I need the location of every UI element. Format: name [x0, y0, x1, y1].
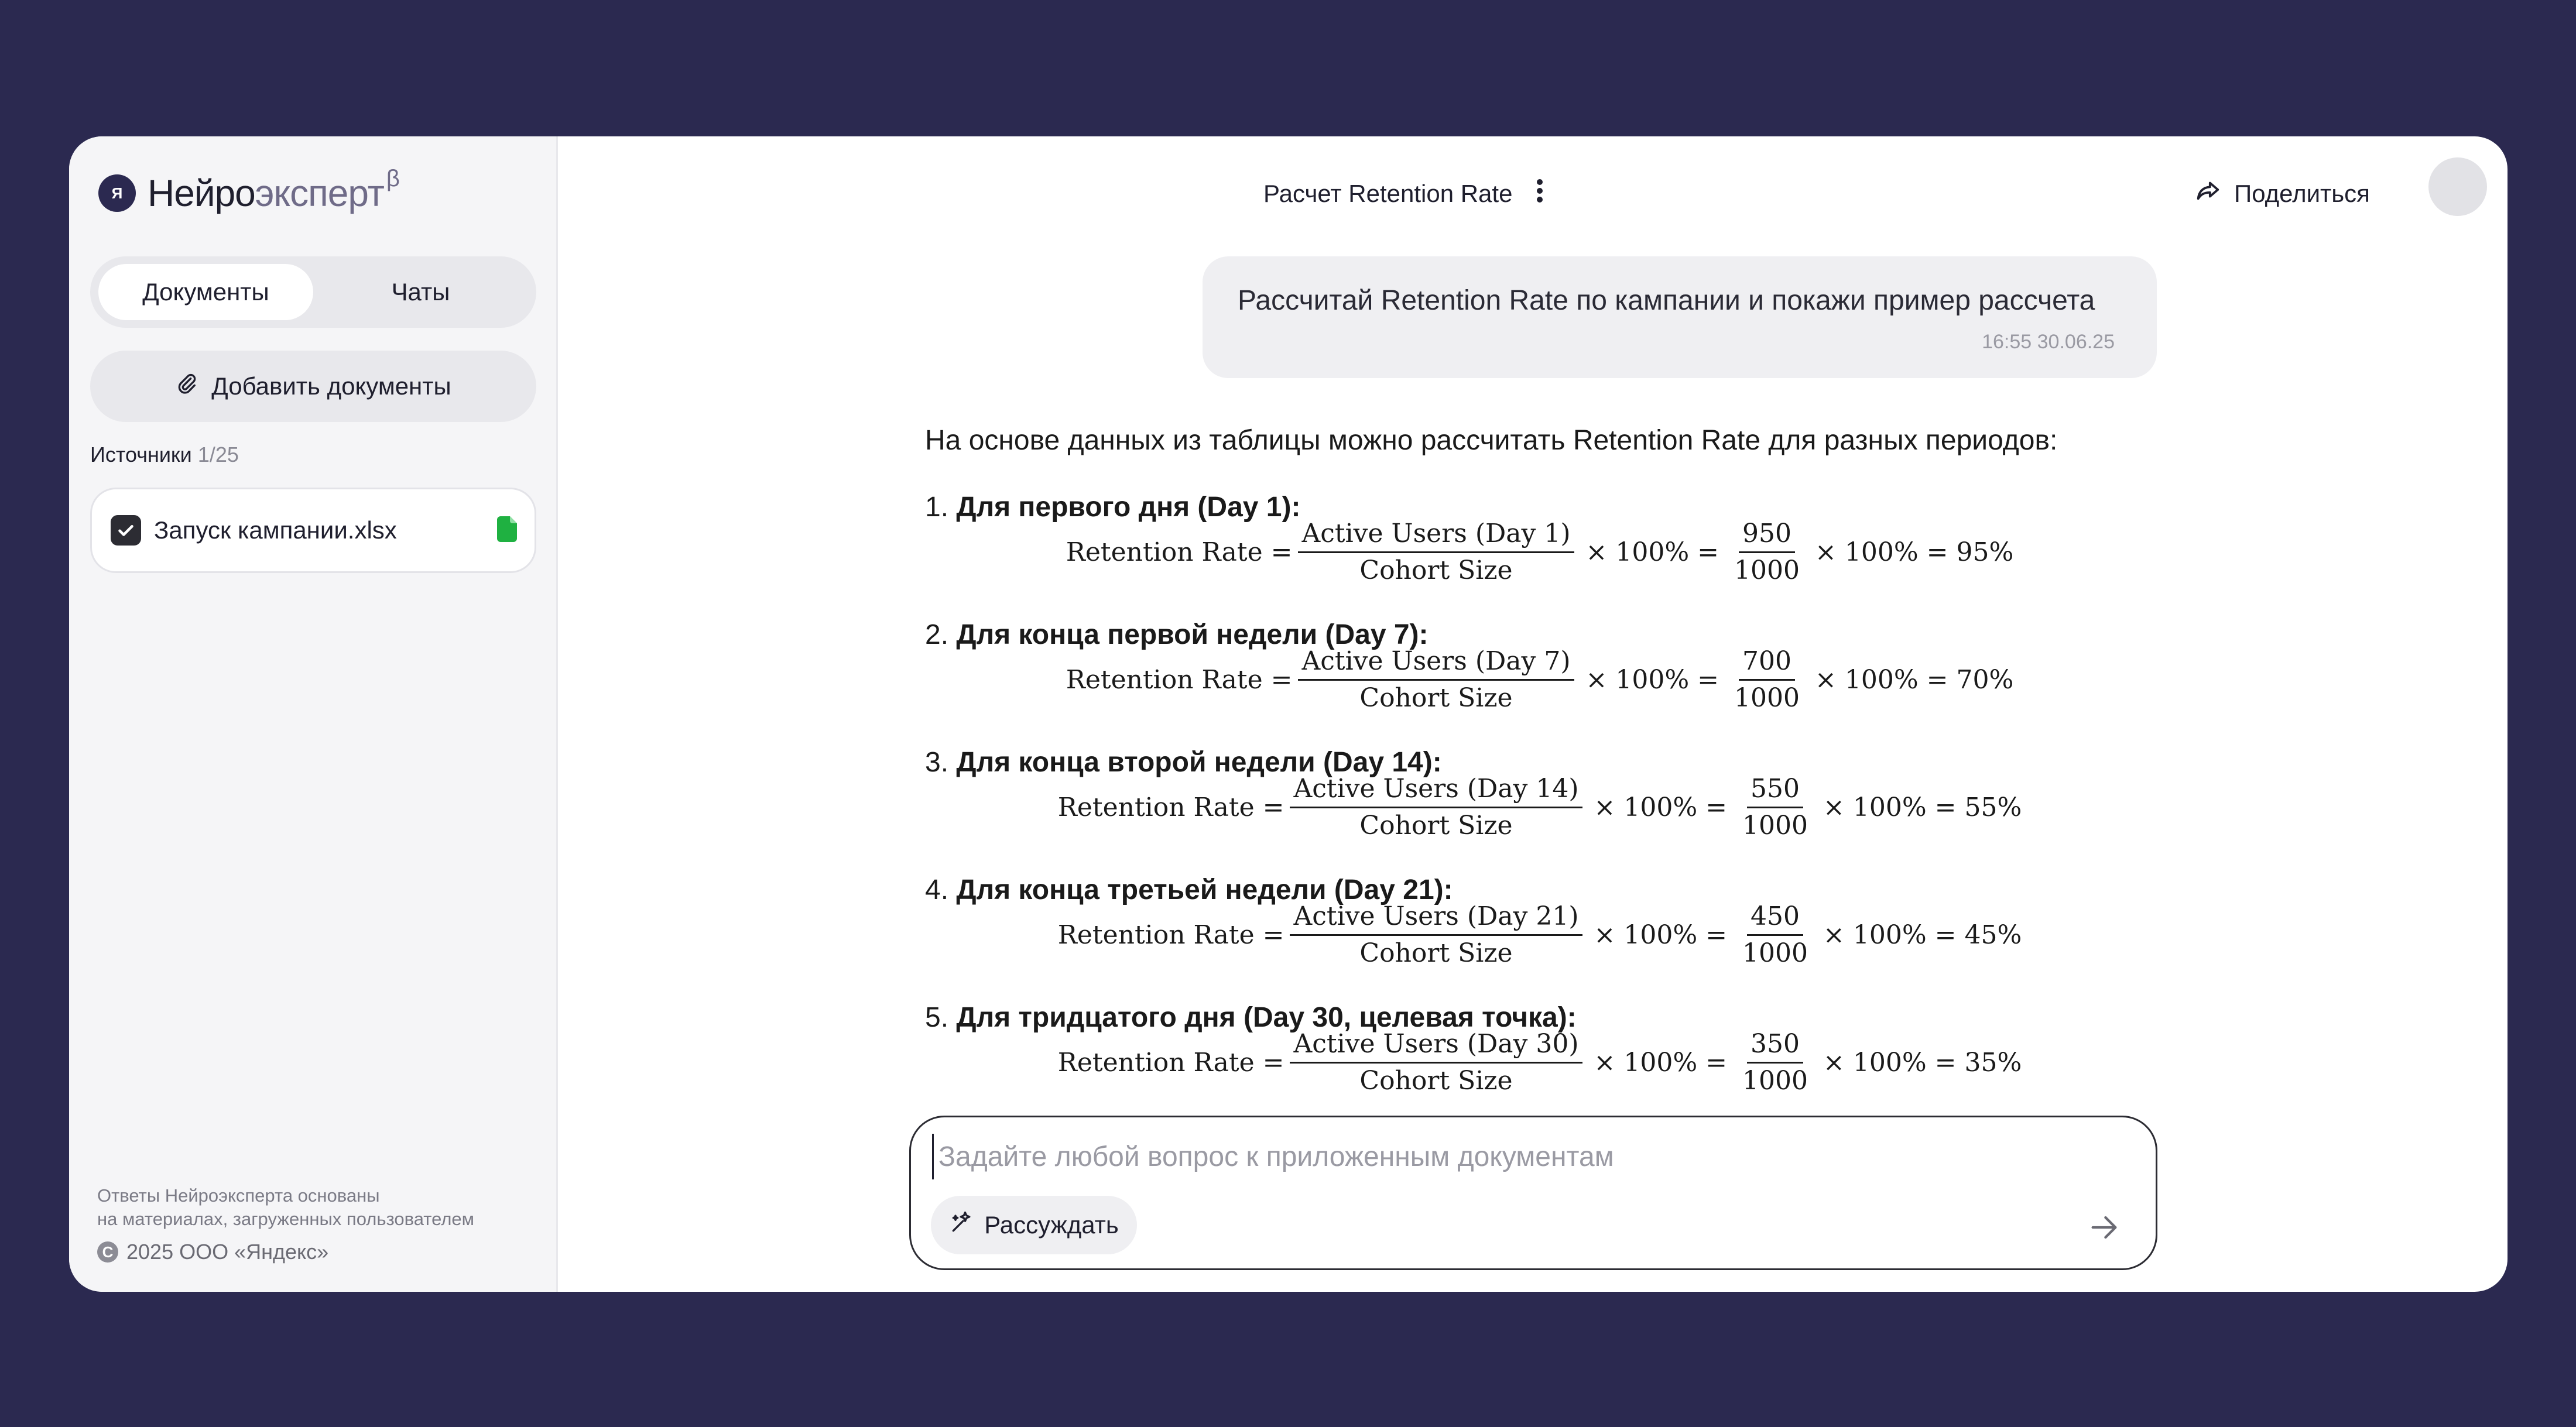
- sparkle-icon: [949, 1209, 975, 1241]
- answer-item: [925, 1001, 2160, 1105]
- item-number: 4.: [925, 874, 949, 905]
- sidebar-tabs: [90, 256, 536, 328]
- retention-formula: [925, 774, 2160, 841]
- item-heading: Для конца второй недели (Day 14):: [956, 747, 1442, 778]
- user-message-text: Рассчитай Retention Rate по кампании и покажи пример рассчета: [1238, 285, 2095, 316]
- copyright-icon: С: [97, 1241, 118, 1263]
- formula-result: × 100% = 45%: [1823, 920, 2022, 950]
- formula-result: × 100% = 35%: [1823, 1048, 2022, 1078]
- item-heading: Для первого дня (Day 1):: [956, 492, 1301, 523]
- item-number: 2.: [925, 619, 949, 650]
- brand-suffix: эксперт: [255, 172, 384, 214]
- send-button[interactable]: [2087, 1211, 2122, 1246]
- copyright-text: 2025 ООО «Яндекс»: [126, 1240, 329, 1264]
- retention-formula: [925, 646, 2160, 714]
- item-heading: Для тридцатого дня (Day 30, целевая точка):: [956, 1002, 1577, 1033]
- formula-result: × 100% = 95%: [1815, 537, 2014, 567]
- answer-item: [925, 746, 2160, 873]
- brand-logo[interactable]: [98, 161, 400, 225]
- value-numerator: 700: [1739, 646, 1795, 681]
- formula-result: × 100% = 70%: [1815, 665, 2014, 695]
- formula-multiplier: × 100% =: [1594, 793, 1727, 822]
- fraction-numerator: Active Users (Day 21): [1290, 901, 1582, 936]
- formula-fraction: [1298, 646, 1574, 714]
- fraction-denominator: Cohort Size: [1359, 1066, 1513, 1096]
- document-item[interactable]: [90, 488, 536, 573]
- answer-item: [925, 618, 2160, 746]
- fraction-denominator: Cohort Size: [1359, 938, 1513, 968]
- formula-multiplier: × 100% =: [1585, 665, 1719, 695]
- share-icon: [2194, 177, 2221, 210]
- paperclip-icon: [175, 372, 198, 401]
- disclaimer-line-1: Ответы Нейроэксперта основаны: [97, 1185, 380, 1206]
- sources-label: Источники: [90, 442, 192, 466]
- value-numerator: 950: [1739, 519, 1795, 553]
- value-fraction: [1739, 774, 1811, 841]
- add-documents-label: Добавить документы: [211, 372, 451, 400]
- answer-intro: На основе данных из таблицы можно рассчитать Retention Rate для разных периодов:: [925, 425, 2058, 456]
- value-fraction: [1739, 1029, 1811, 1096]
- formula-lhs: Retention Rate =: [1057, 920, 1284, 950]
- beta-badge: β: [386, 166, 400, 191]
- fraction-numerator: Active Users (Day 30): [1290, 1029, 1582, 1064]
- item-heading: Для конца первой недели (Day 7):: [956, 619, 1429, 650]
- item-number: 5.: [925, 1002, 949, 1033]
- formula-fraction: [1290, 774, 1582, 841]
- answer-item: [925, 490, 2160, 618]
- disclaimer-line-2: на материалах, загруженных пользователем: [97, 1209, 474, 1229]
- tab-chats[interactable]: Чаты: [391, 278, 450, 306]
- avatar[interactable]: [2428, 157, 2487, 216]
- formula-fraction: [1290, 1029, 1582, 1096]
- tab-documents[interactable]: Документы: [98, 264, 313, 320]
- retention-formula: [925, 901, 2160, 969]
- formula-multiplier: × 100% =: [1594, 1048, 1727, 1078]
- value-numerator: 350: [1747, 1029, 1803, 1064]
- xlsx-file-icon: [497, 516, 518, 545]
- add-documents-button[interactable]: [90, 351, 536, 422]
- retention-formula: [925, 1029, 2160, 1096]
- share-button[interactable]: [2194, 170, 2370, 217]
- sources-heading: [90, 442, 239, 467]
- formula-lhs: Retention Rate =: [1057, 1048, 1284, 1078]
- value-denominator: 1000: [1734, 683, 1800, 713]
- more-vertical-icon[interactable]: [1536, 178, 1544, 210]
- value-fraction: [1731, 646, 1803, 714]
- document-name: Запуск кампании.xlsx: [154, 516, 397, 544]
- answer-item: [925, 873, 2160, 1001]
- brand-name: Нейро: [148, 172, 255, 214]
- retention-formula: [925, 519, 2160, 586]
- item-number: 1.: [925, 492, 949, 523]
- app-window: [69, 136, 2508, 1292]
- share-label: Поделиться: [2234, 180, 2370, 207]
- value-denominator: 1000: [1742, 811, 1808, 841]
- value-denominator: 1000: [1742, 1066, 1808, 1096]
- value-fraction: [1739, 901, 1811, 969]
- fraction-denominator: Cohort Size: [1359, 811, 1513, 841]
- formula-multiplier: × 100% =: [1585, 537, 1719, 567]
- fraction-numerator: Active Users (Day 1): [1298, 519, 1574, 553]
- sidebar: [69, 136, 558, 1292]
- copyright: [97, 1240, 474, 1264]
- formula-lhs: Retention Rate =: [1057, 793, 1284, 822]
- sidebar-footer: [97, 1184, 474, 1264]
- sources-count: 1/25: [197, 442, 239, 466]
- svg-text:Я: Я: [111, 184, 123, 202]
- reason-toggle-button[interactable]: [931, 1196, 1137, 1254]
- formula-lhs: Retention Rate =: [1066, 665, 1293, 695]
- message-timestamp: 16:55 30.06.25: [1982, 331, 2115, 353]
- value-denominator: 1000: [1742, 938, 1808, 968]
- formula-multiplier: × 100% =: [1594, 920, 1727, 950]
- message-composer: [909, 1116, 2157, 1270]
- fraction-denominator: Cohort Size: [1359, 683, 1513, 713]
- fraction-numerator: Active Users (Day 14): [1290, 774, 1582, 808]
- document-checkbox[interactable]: [111, 515, 141, 546]
- question-input[interactable]: [932, 1134, 2052, 1179]
- chat-title-bar: [1263, 170, 1544, 217]
- formula-fraction: [1290, 901, 1582, 969]
- reason-label: Рассуждать: [984, 1211, 1119, 1239]
- formula-fraction: [1298, 519, 1574, 586]
- formula-lhs: Retention Rate =: [1066, 537, 1293, 567]
- arrow-right-icon: [2087, 1210, 2121, 1247]
- user-message: [1203, 256, 2157, 378]
- value-fraction: [1731, 519, 1803, 586]
- yandex-logo-icon: [98, 174, 136, 212]
- item-number: 3.: [925, 747, 949, 778]
- value-denominator: 1000: [1734, 555, 1800, 585]
- value-numerator: 450: [1747, 901, 1803, 936]
- assistant-answer: [925, 420, 2160, 1105]
- fraction-denominator: Cohort Size: [1359, 555, 1513, 585]
- formula-result: × 100% = 55%: [1823, 793, 2022, 822]
- fraction-numerator: Active Users (Day 7): [1298, 646, 1574, 681]
- value-numerator: 550: [1747, 774, 1803, 808]
- item-heading: Для конца третьей недели (Day 21):: [956, 874, 1453, 905]
- chat-title[interactable]: Расчет Retention Rate: [1263, 180, 1513, 207]
